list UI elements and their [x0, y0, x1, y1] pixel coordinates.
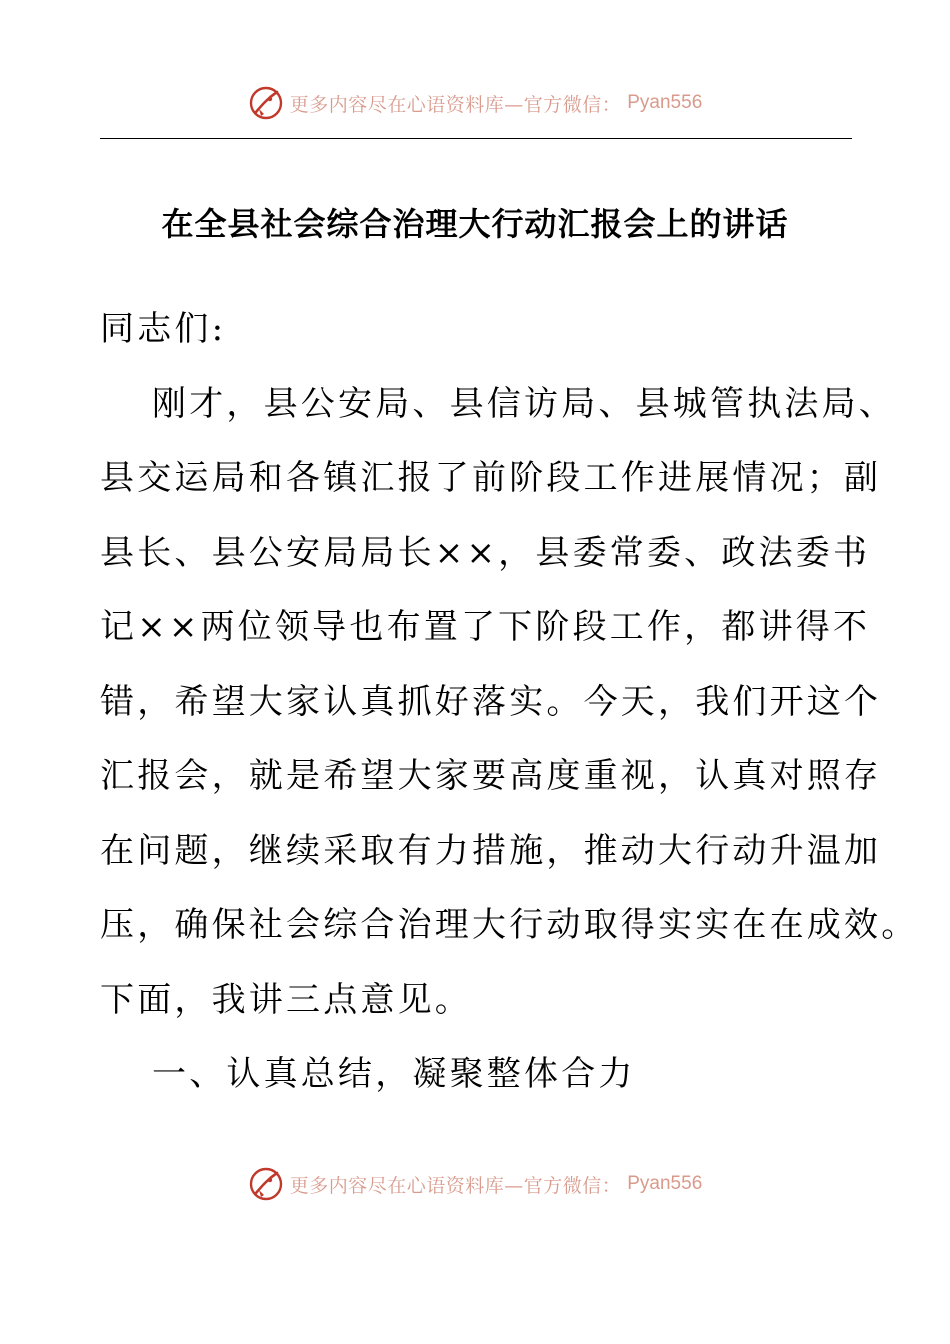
paragraph-line: 汇报会，就是希望大家要高度重视，认真对照存 [100, 756, 882, 796]
paragraph-line: 下面，我讲三点意见。 [100, 979, 472, 1020]
pen-nib-logo-icon [248, 85, 284, 121]
paragraph-line: 在问题，继续采取有力措施，推动大行动升温加 [100, 830, 882, 871]
paragraph-line: 县交运局和各镇汇报了前阶段工作进展情况；副 [100, 458, 882, 498]
paragraph-line: 压，确保社会综合治理大行动取得实实在在成效。 [100, 905, 919, 945]
footer-banner-text: 更多内容尽在心语资料库—官方微信： [289, 1174, 622, 1197]
section-heading: 一、认真总结，凝聚整体合力 [152, 1054, 636, 1094]
header-divider [100, 138, 852, 139]
footer-banner-contact: Pyan556 [627, 1173, 703, 1194]
pen-nib-logo-icon [248, 1166, 284, 1202]
document-title: 在全县社会综合治理大行动汇报会上的讲话 [161, 205, 789, 243]
header-banner-contact: Pyan556 [627, 92, 703, 113]
salutation: 同志们: [100, 309, 227, 349]
header-banner-text: 更多内容尽在心语资料库—官方微信： [289, 93, 622, 116]
paragraph-line: 刚才，县公安局、县信访局、县城管执法局、 [152, 383, 896, 424]
document-body [100, 292, 919, 1112]
header-banner [0, 83, 950, 123]
paragraph-line: 错，希望大家认真抓好落实。今天，我们开这个 [100, 681, 882, 722]
footer-banner [0, 1164, 950, 1204]
paragraph-line: 记××两位领导也布置了下阶段工作，都讲得不 [100, 607, 871, 647]
paragraph-line: 县长、县公安局局长××，县委常委、政法委书 [100, 532, 871, 573]
